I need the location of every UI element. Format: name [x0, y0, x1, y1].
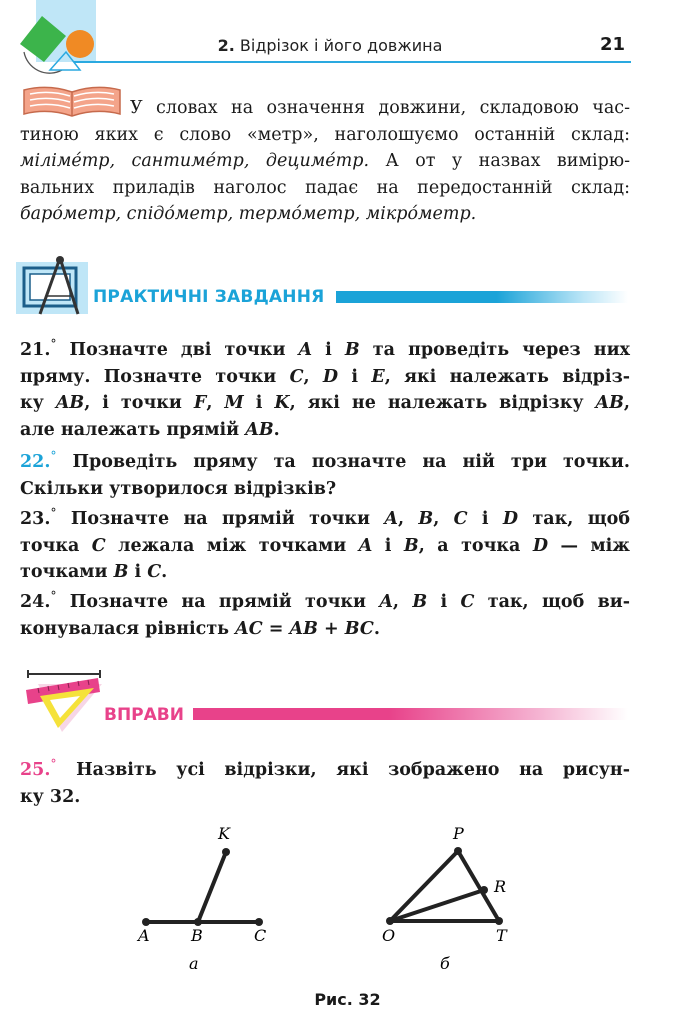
point-p: [454, 847, 462, 855]
note-line-4: вальних приладів наголос падає на передостанній склад:: [20, 177, 630, 198]
label-b: B: [191, 926, 203, 945]
note-stress-examples-instruments: баро́метр, спідо́метр, термо́метр, мікро́метр.: [20, 204, 477, 224]
ruler-and-triangle-icon: [18, 666, 108, 734]
label-r: R: [494, 877, 507, 896]
task-21-line-4: але належать прямій AB.: [20, 419, 280, 440]
exercises-section-title: ВПРАВИ: [104, 705, 184, 725]
note-stress-examples-metric: міліме́тр, сантиме́тр, дециме́тр.: [20, 151, 370, 171]
task-25-line-1: 25.° Назвіть усі відрізки, які зображено на рисун-: [20, 757, 631, 780]
task-number: 24.: [20, 592, 51, 612]
label-k: K: [218, 824, 230, 843]
task-25-line-2: ку 32.: [20, 786, 81, 807]
task-21-line-1: 21.° Позначте дві точки A і B та проведіть через них: [20, 337, 630, 360]
page-number: 21: [599, 34, 625, 55]
task-number: 25.: [20, 760, 51, 780]
header-section-number: 2.: [217, 36, 235, 55]
task-23-line-2: точка C лежала між точками A і B, а точка D — між: [20, 535, 630, 556]
task-24-line-2: конувалася рівність AC = AB + BC.: [20, 618, 380, 639]
task-24-line-1: 24.° Позначте на прямій точки A, B і C так, щоб ви-: [20, 589, 631, 612]
practice-section-bar: [336, 291, 628, 303]
point-t: [495, 917, 503, 925]
practice-section-title: ПРАКТИЧНІ ЗАВДАННЯ: [93, 287, 325, 307]
label-a: A: [138, 926, 150, 945]
note-line-3-tail: А от у назвах вимірю-: [369, 151, 630, 171]
task-22-line-1: 22.° Проведіть пряму та позначте на ній три точки.: [20, 449, 631, 472]
task-number: 23.: [20, 509, 51, 529]
note-line-3: [20, 148, 630, 175]
point-b: [194, 918, 202, 926]
label-o: O: [382, 926, 396, 945]
compass-and-square-icon: [16, 256, 98, 318]
figure-sublabel-b: б: [440, 954, 450, 973]
figure-32a: [136, 824, 266, 973]
task-21-line-2: пряму. Позначте точки C, D і E, які належать відріз-: [20, 366, 630, 387]
figure-32b: [382, 824, 508, 973]
point-c: [255, 918, 263, 926]
label-p: P: [453, 824, 464, 843]
task-23-line-3: точками B і C.: [20, 562, 168, 582]
label-c: C: [254, 926, 267, 945]
header-divider: [74, 61, 631, 63]
exercises-section-bar: [193, 708, 628, 720]
note-line-2: тиною яких є слово «метр», наголошуємо останній склад:: [20, 124, 630, 145]
point-o: [386, 917, 394, 925]
header-title: [0, 36, 660, 55]
note-line-5: [20, 201, 630, 228]
task-21-line-3: ку AB, і точки F, M і K, які не належать відрізку AB,: [20, 393, 631, 413]
figure-sublabel-a: а: [189, 954, 199, 973]
figure-32: [0, 815, 695, 985]
note-line-1: У словах на означення довжини, складовою час-: [130, 98, 630, 118]
task-22-line-2: Скільки утворилося відрізків?: [20, 478, 337, 499]
open-book-icon: [20, 84, 124, 120]
task-number: 21.: [20, 340, 51, 360]
point-k: [222, 848, 230, 856]
point-a: [142, 918, 150, 926]
label-t: T: [496, 926, 507, 945]
header-section-title: Відрізок і його довжина: [239, 36, 443, 55]
task-23-line-1: 23.° Позначте на прямій точки A, B, C і D так, щоб: [20, 506, 630, 529]
point-r: [480, 886, 488, 894]
task-number: 22.: [20, 452, 51, 472]
figure-caption: Рис. 32: [314, 990, 381, 1009]
